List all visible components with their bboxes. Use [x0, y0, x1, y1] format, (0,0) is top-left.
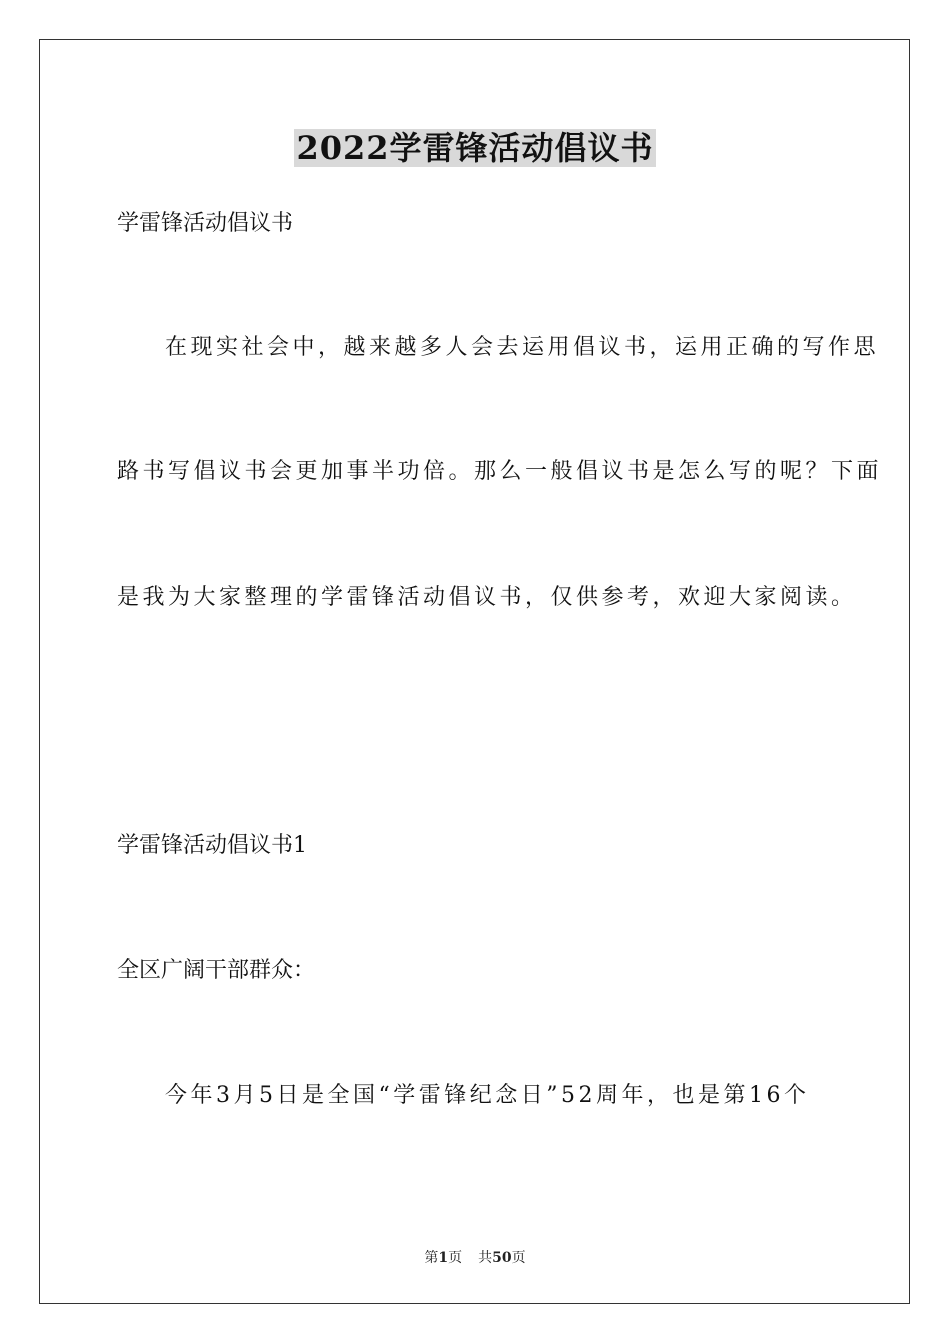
intro-line-3: 是我为大家整理的学雷锋活动倡议书，仅供参考，欢迎大家阅读。: [117, 585, 857, 610]
page-prefix: 第: [424, 1250, 439, 1266]
section-heading: 学雷锋活动倡议书1: [117, 833, 307, 858]
salutation: 全区广阔干部群众：: [117, 958, 316, 983]
document-title: [0, 126, 950, 170]
page-mid: 页: [448, 1250, 463, 1266]
document-subtitle: 学雷锋活动倡议书: [117, 211, 294, 236]
page-total: 50: [492, 1250, 512, 1266]
page-footer: [0, 1248, 950, 1268]
page-current: 1: [438, 1250, 449, 1266]
document-title-text: 2022学雷锋活动倡议书: [296, 129, 654, 167]
intro-line-1: 在现实社会中，越来越多人会去运用倡议书，运用正确的写作思: [165, 335, 880, 360]
intro-line-2: 路书写倡议书会更加事半功倍。那么一般倡议书是怎么写的呢？下面: [117, 459, 883, 484]
body-first-line: 今年3月5日是全国“学雷锋纪念日”52周年，也是第16个: [165, 1083, 810, 1108]
total-suffix: 页: [511, 1250, 526, 1266]
total-prefix: 共: [478, 1250, 493, 1266]
